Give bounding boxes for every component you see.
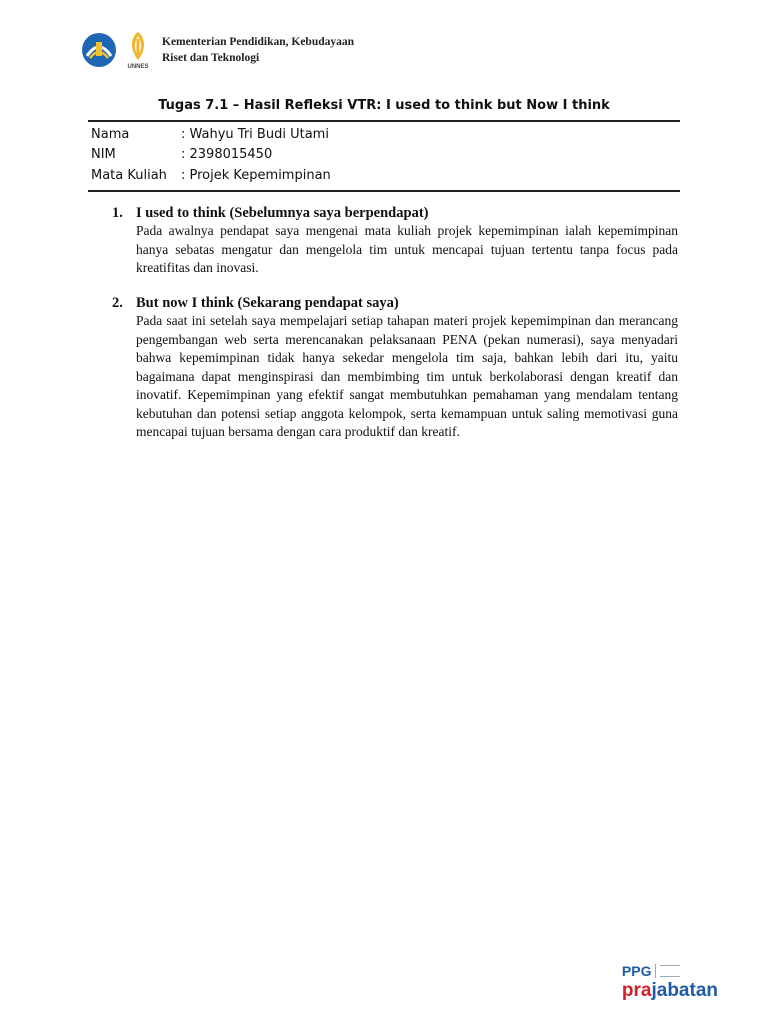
ppg-text: PPG [621,963,652,979]
section-number: 1. [112,205,123,221]
org-line-1: Kementerian Pendidikan, Kebudayaan [162,36,355,48]
jabatan-text: jabatan [651,980,718,1001]
student-info-table [88,120,680,192]
section-body: Pada awalnya pendapat saya mengenai mata kuliah projek kepemimpinan ialah kepemimpinan hanya sebatas mengatur dan mengelola tim untuk mencapai tujuan tertentu tanpa focus pada kreatifitas dan inovasi. [136,223,678,275]
prajabatan-text [622,981,718,1001]
unnes-logo [124,30,152,70]
kemendikbud-logo-icon [80,30,118,70]
info-value: : 2398015450 [181,147,273,163]
info-row-mata-kuliah [88,165,680,186]
ppg-tagline-icon [660,965,680,977]
org-line-2: Riset dan Teknologi [162,52,260,64]
section-now-i-think [112,295,678,442]
info-row-nama [88,124,680,145]
pra-text: pra [621,980,652,1001]
section-heading-text: But now I think (Sekarang pendapat saya) [136,295,399,311]
unnes-label: UNNES [127,64,149,70]
section-number: 2. [112,295,123,311]
document-title: Tugas 7.1 – Hasil Refleksi VTR: I used to think but Now I think [158,98,610,113]
info-label: NIM [91,147,116,163]
ppg-prajabatan-logo [622,963,718,1001]
section-heading [112,295,678,312]
info-row-nim [88,145,680,166]
section-heading-text: I used to think (Sebelumnya saya berpendapat) [136,205,429,221]
organization-name [162,34,354,66]
section-body: Pada saat ini setelah saya mempelajari setiap tahapan materi projek kepemimpinan dan merancang pengembangan web serta merencanakan pelaksanaan PENA (pekan numerasi), saya menyadari bahwa kepemimpinan tidak hanya sekedar mengelola tim saja, bahkan lebih dari itu, yaitu bagaimana dapat menginspirasi dan membimbing tim untuk berkolaborasi dengan kreatif dan inovatif. Kepemimpinan yang efektif sangat membutuhkan pemahaman yang mendalam tentang kebutuhan dan potensi setiap anggota kelompok, serta kemampuan untuk saling memotivasi guna mencapai tujuan bersama dengan cara produktif dan kreatif. [136,313,678,439]
section-heading [112,205,678,222]
document-header [80,30,354,70]
info-value: : Projek Kepemimpinan [181,167,331,183]
info-label: Nama [91,126,130,142]
info-label: Mata Kuliah [91,167,167,183]
ppg-divider [655,964,656,978]
section-used-to-think [112,205,678,278]
logos [80,30,152,70]
info-value: : Wahyu Tri Budi Utami [181,126,329,142]
unnes-logo-icon [124,30,152,64]
